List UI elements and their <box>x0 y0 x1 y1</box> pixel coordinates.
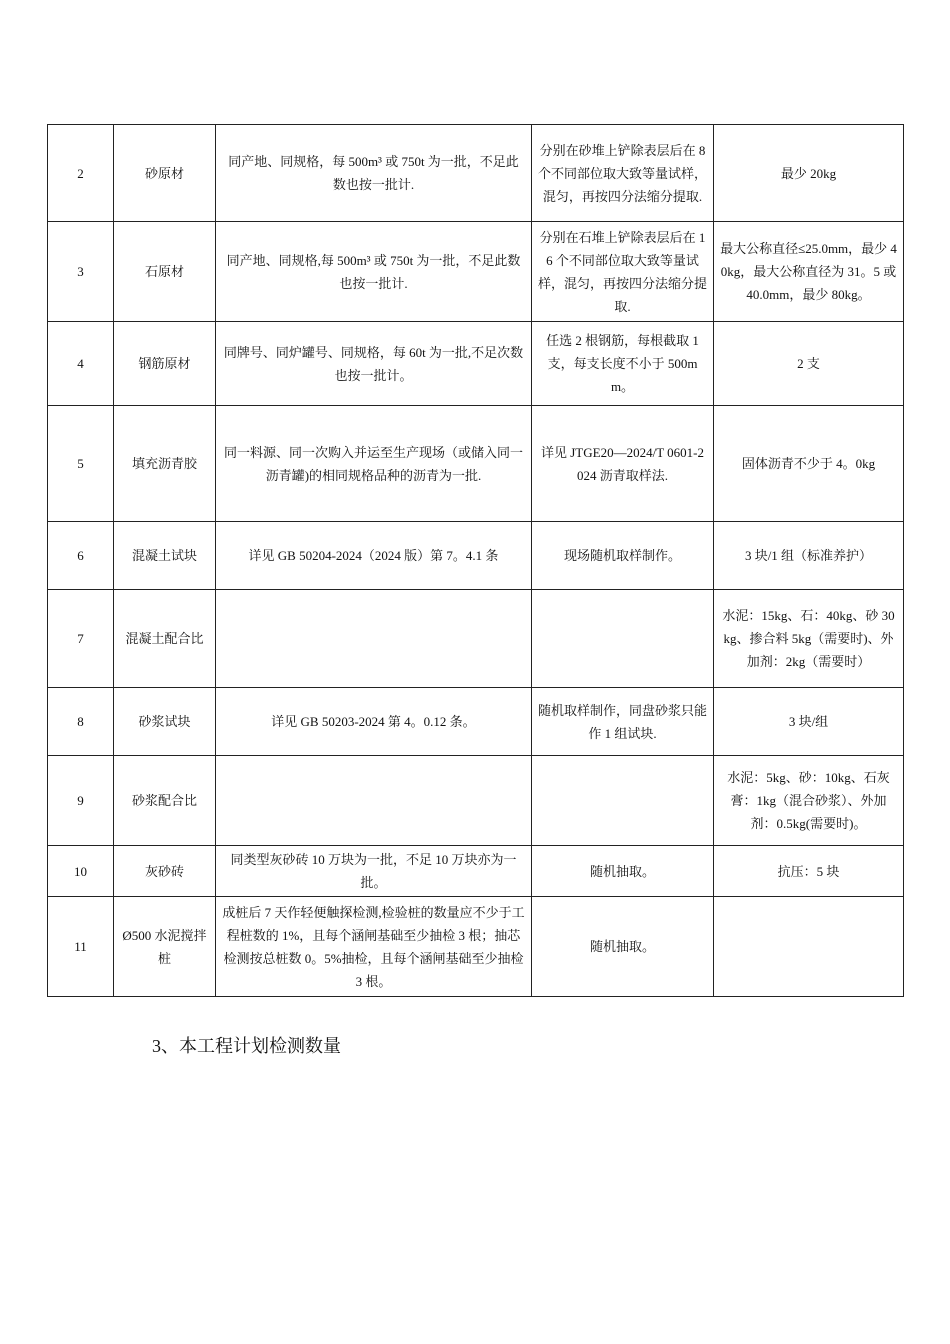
table-row <box>48 222 904 322</box>
row-number: 5 <box>48 406 114 522</box>
row-number: 4 <box>48 322 114 406</box>
batch-rule: 成桩后 7 天作轻便触探检测,检验桩的数量应不少于工程桩数的 1%，且每个涵闸基础至少抽检 3 根；抽芯检测按总桩数 0。5%抽检，且每个涵闸基础至少抽检 3 根。 <box>216 897 532 997</box>
sample-quantity <box>714 897 904 997</box>
row-number: 6 <box>48 522 114 590</box>
batch-rule: 同一料源、同一次购入并运至生产现场（或储入同一沥青罐)的相同规格品种的沥青为一批. <box>216 406 532 522</box>
sampling-method: 随机抽取。 <box>532 897 714 997</box>
sample-quantity: 3 块/1 组（标准养护） <box>714 522 904 590</box>
sampling-method <box>532 756 714 846</box>
sampling-method: 分别在砂堆上铲除表层后在 8 个不同部位取大致等量试样，混匀，再按四分法缩分提取. <box>532 125 714 222</box>
table-row <box>48 846 904 897</box>
row-number: 10 <box>48 846 114 897</box>
batch-rule: 详见 GB 50204-2024（2024 版）第 7。4.1 条 <box>216 522 532 590</box>
table-row <box>48 897 904 997</box>
sample-quantity: 最大公称直径≤25.0mm，最少 40kg，最大公称直径为 31。5 或 40.0mm，最少 80kg。 <box>714 222 904 322</box>
sampling-spec-table <box>47 124 904 997</box>
batch-rule: 同类型灰砂砖 10 万块为一批，不足 10 万块亦为一批。 <box>216 846 532 897</box>
section-heading: 3、本工程计划检测数量 <box>152 1036 341 1056</box>
material-name: 砂浆配合比 <box>114 756 216 846</box>
sample-quantity: 抗压：5 块 <box>714 846 904 897</box>
row-number: 11 <box>48 897 114 997</box>
material-name: 混凝土试块 <box>114 522 216 590</box>
table-row <box>48 125 904 222</box>
batch-rule <box>216 590 532 688</box>
material-name: 砂浆试块 <box>114 688 216 756</box>
row-number: 9 <box>48 756 114 846</box>
table-row <box>48 522 904 590</box>
batch-rule: 同产地、同规格,每 500m³ 或 750t 为一批，不足此数也按一批计. <box>216 222 532 322</box>
sample-quantity: 3 块/组 <box>714 688 904 756</box>
material-name: Ø500 水泥搅拌桩 <box>114 897 216 997</box>
material-name: 填充沥青胶 <box>114 406 216 522</box>
sampling-method: 随机抽取。 <box>532 846 714 897</box>
sample-quantity: 固体沥青不少于 4。0kg <box>714 406 904 522</box>
batch-rule: 同产地、同规格，每 500m³ 或 750t 为一批，不足此数也按一批计. <box>216 125 532 222</box>
row-number: 8 <box>48 688 114 756</box>
sample-quantity: 水泥：5kg、砂：10kg、石灰膏：1kg（混合砂浆）、外加剂：0.5kg(需要时)。 <box>714 756 904 846</box>
row-number: 3 <box>48 222 114 322</box>
sample-quantity: 2 支 <box>714 322 904 406</box>
sampling-method: 随机取样制作，同盘砂浆只能作 1 组试块. <box>532 688 714 756</box>
batch-rule: 同牌号、同炉罐号、同规格，每 60t 为一批,不足次数也按一批计。 <box>216 322 532 406</box>
material-name: 混凝土配合比 <box>114 590 216 688</box>
sampling-method <box>532 590 714 688</box>
batch-rule <box>216 756 532 846</box>
table-row <box>48 406 904 522</box>
sampling-method: 任选 2 根钢筋，每根截取 1 支，每支长度不小于 500mm。 <box>532 322 714 406</box>
sample-quantity: 最少 20kg <box>714 125 904 222</box>
material-name: 石原材 <box>114 222 216 322</box>
material-name: 灰砂砖 <box>114 846 216 897</box>
table-row <box>48 756 904 846</box>
sampling-method: 详见 JTGE20—2024/T 0601-2024 沥青取样法. <box>532 406 714 522</box>
sampling-method: 分别在石堆上铲除表层后在 16 个不同部位取大致等量试样，混匀，再按四分法缩分提取. <box>532 222 714 322</box>
material-name: 砂原材 <box>114 125 216 222</box>
table-row <box>48 322 904 406</box>
material-name: 钢筋原材 <box>114 322 216 406</box>
row-number: 2 <box>48 125 114 222</box>
row-number: 7 <box>48 590 114 688</box>
sample-quantity: 水泥：15kg、石：40kg、砂 30kg、掺合料 5kg（需要时)、外加剂：2kg（需要时） <box>714 590 904 688</box>
sampling-method: 现场随机取样制作。 <box>532 522 714 590</box>
table-row <box>48 590 904 688</box>
table-row <box>48 688 904 756</box>
batch-rule: 详见 GB 50203-2024 第 4。0.12 条。 <box>216 688 532 756</box>
